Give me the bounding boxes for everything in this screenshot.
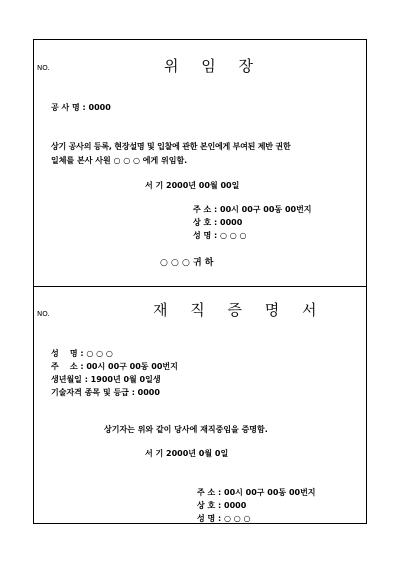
employment-title: 재 직 증 명 서	[153, 301, 326, 319]
employment-no-label: NO.	[37, 310, 50, 318]
employment-birth-date: 생년월일 : 1900년 0월 0일생	[51, 375, 161, 384]
proxy-project-name: 공 사 명 : 0000	[51, 103, 111, 112]
employment-issuer-name: 성 명 : ○ ○ ○	[197, 514, 251, 523]
employment-certification: 상기자는 위와 같이 당사에 재직중임을 증명함.	[104, 425, 268, 434]
proxy-title: 위 임 장	[164, 57, 263, 75]
employment-issuer-address: 주 소 : 00시 00구 00동 00번지	[197, 488, 316, 497]
employment-date: 서 기 2000년 0월 0일	[145, 449, 229, 458]
proxy-date: 서 기 2000년 00월 00일	[145, 181, 240, 190]
proxy-name: 성 명 : ○ ○ ○	[193, 231, 247, 240]
employment-issuer-company: 상 호 : 0000	[197, 501, 247, 510]
proxy-address: 주 소 : 00시 00구 00동 00번지	[193, 205, 312, 214]
employment-address: 주 소 : 00시 00구 00동 00번지	[51, 362, 178, 371]
employment-name: 성 명 : ○ ○ ○	[51, 349, 113, 358]
employment-qualification: 기술자격 종목 및 등급 : 0000	[51, 388, 160, 397]
proxy-no-label: NO.	[37, 64, 50, 72]
proxy-paragraph-line1: 상기 공사의 등록, 현장설명 및 입찰에 관한 본인에게 부여된 제반 권한	[51, 142, 291, 151]
proxy-company: 상 호 : 0000	[193, 218, 243, 227]
proxy-addressee: ○ ○ ○ 귀 하	[160, 258, 214, 268]
proxy-paragraph-line2: 일체를 본사 사원 ○ ○ ○ 에게 위임함.	[51, 156, 188, 165]
